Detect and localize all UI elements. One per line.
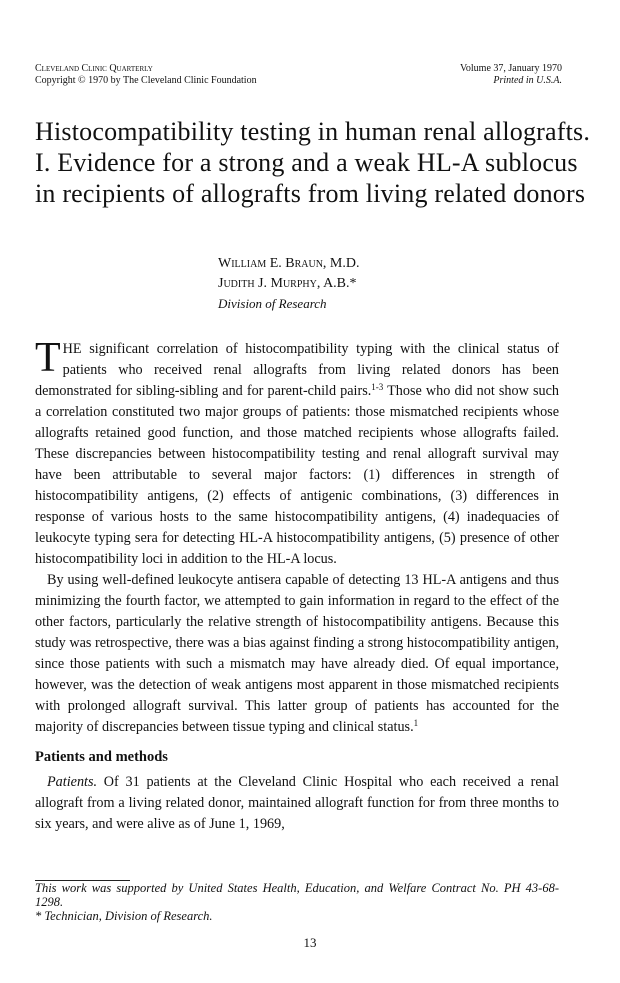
article-body — [35, 335, 559, 835]
section-heading: Patients and methods — [35, 749, 168, 765]
author-affiliation: Division of Research — [218, 296, 327, 311]
running-header-right — [460, 63, 562, 87]
copyright-line: Copyright © 1970 by The Cleveland Clinic Foundation — [35, 75, 257, 86]
paragraph-intro — [35, 335, 559, 570]
author-braun: William E. Braun, M.D. — [218, 256, 360, 271]
page-number: 13 — [303, 935, 317, 950]
volume-line: Volume 37, January 1970 — [459, 63, 562, 74]
footnote-technician: * Technician, Division of Research. — [35, 909, 213, 923]
intro-text-b: Those who did not show such a correlation constituted two major groups of patients: those mismatched recipients whose allografts retained good function, and those matched recipients whose allografts failed. These discrepancies between histocompatibility testing and renal allograft survival may have been attributable to several major factors: (1) differences in strength of histocompatibility antigens, (2) effects of antigenic combinations, (3) differences in response of various hosts to the same histocompatibility antigens, (4) inadequacies of leukocyte typing sera for detecting HL-A histocompatibility antigens, (5) presence of other histocompatibility loci in addition to the HL-A locus. — [35, 383, 559, 567]
intro-text-a: HE significant correlation of histocompatibility typing with the clinical status of patients who received renal allografts from living related donors has been demonstrated for sibling-sibling and for parent-child pairs. — [35, 341, 559, 399]
paragraph-patients — [35, 772, 559, 835]
reference-superscript: 1-3 — [371, 382, 384, 392]
running-header-left — [35, 63, 257, 87]
patients-lead: Patients. — [47, 774, 98, 790]
paragraph-aims — [35, 570, 559, 738]
aims-text: By using well-defined leukocyte antisera capable of detecting 13 HL-A antigens and thus minimizing the fourth factor, we attempted to gain information in regard to the effect of the other factors, particularly the relative strength of histocompatibility antigens. Because this study was retrospective, there was a bias against finding a strong histocompatibility antigen, since those patients with such a mismatch may have already died. Of equal importance, however, was the detection of weak antigens most apparent in those mismatched recipients with prolonged allograft survival. This latter group of patients has accounted for the majority of discrepancies between tissue typing and clinical status. — [35, 572, 559, 735]
reference-superscript: 1 — [413, 718, 419, 728]
printed-line: Printed in U.S.A. — [493, 75, 562, 86]
patients-text: Of 31 patients at the Cleveland Clinic Hospital who each received a renal allograft from a living related donor, maintained allograft function for from three months to six years, and were alive as of June 1, 1969, — [35, 774, 559, 832]
footnote-support: This work was supported by United States Health, Education, and Welfare Contract No. PH 43-68-1298. — [35, 881, 559, 909]
journal-name: Cleveland Clinic Quarterly — [35, 63, 153, 74]
article-title: Histocompatibility testing in human renal allografts. I. Evidence for a strong and a weak HL-A sublocus in recipients of allografts from living related donors — [35, 117, 591, 208]
author-murphy: Judith J. Murphy, A.B.* — [218, 276, 357, 291]
drop-cap: T — [35, 335, 61, 381]
footnotes — [35, 881, 559, 923]
author-block — [218, 254, 360, 314]
